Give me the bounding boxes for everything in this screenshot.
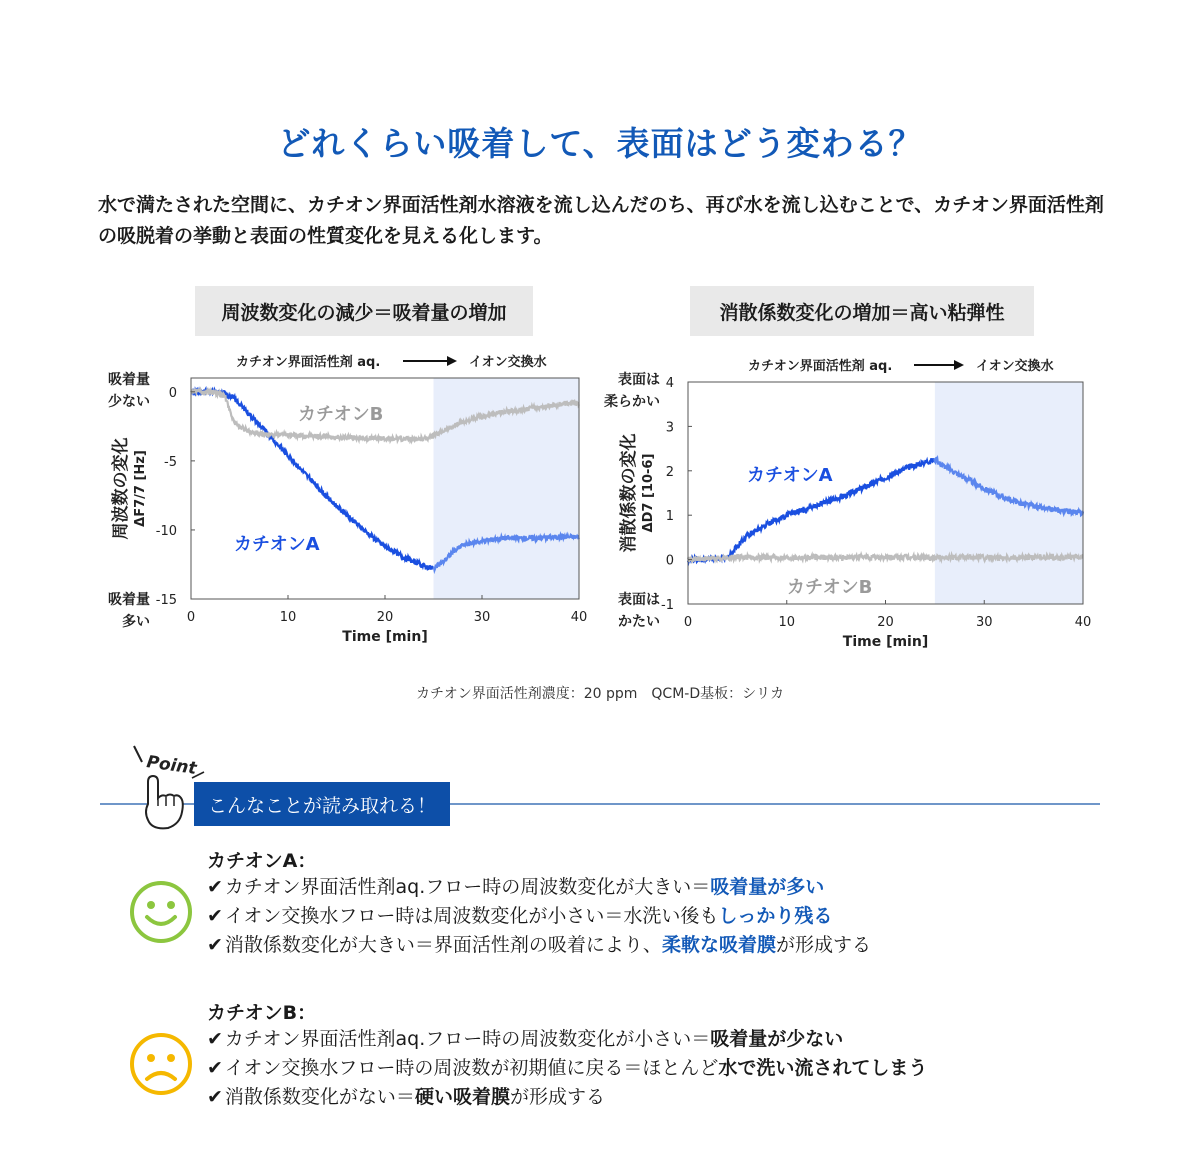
x-tick-label: 0	[683, 615, 693, 630]
list-item: ✔ カチオン界面活性剤aq.フロー時の周波数変化が大きい＝吸着量が多い	[207, 876, 825, 898]
series-label: カチオンA	[747, 465, 833, 486]
x-tick-label: 40	[570, 610, 588, 625]
flow-surfactant-label: カチオン界面活性剤 aq.	[748, 359, 893, 374]
x-axis-label: Time [min]	[842, 634, 929, 650]
list-item: ✔ カチオン界面活性剤aq.フロー時の周波数変化が小さい＝吸着量が少ない	[207, 1028, 844, 1050]
finding-b-list	[207, 1025, 927, 1112]
y-tick-label: 1	[665, 509, 674, 525]
top-annotation-line2: 柔らかい	[604, 394, 660, 410]
bottom-annotation-line1: 吸着量	[108, 592, 150, 608]
bottom-annotation-line2: 多い	[122, 614, 150, 630]
y-tick-label: -10	[155, 523, 177, 539]
finding-b-title: カチオンB：	[207, 1002, 317, 1024]
point-label: Point	[145, 752, 198, 779]
point-heading-box: こんなことが読み取れる！	[194, 782, 450, 826]
top-annotation-line1: 表面は	[618, 372, 660, 388]
x-tick-label: 20	[376, 610, 394, 625]
x-tick-label: 40	[1074, 615, 1092, 630]
x-tick-label: 0	[186, 610, 196, 625]
y-tick-label: 3	[665, 420, 674, 436]
list-item: ✔ 消散係数変化が大きい＝界面活性剤の吸着により、柔軟な吸着膜が形成する	[207, 934, 871, 956]
x-axis-label: Time [min]	[342, 629, 428, 645]
y-tick-label: 2	[665, 464, 674, 480]
list-item: ✔ イオン交換水フロー時は周波数変化が小さい＝水洗い後もしっかり残る	[207, 905, 833, 927]
flow-arrow-head-icon	[954, 360, 964, 370]
y-tick-label: -15	[155, 593, 177, 608]
x-tick-label: 10	[279, 610, 297, 625]
x-tick-label: 30	[473, 610, 491, 625]
y-tick-label: -5	[164, 454, 177, 470]
y-axis-unit: ΔF7/7 [Hz]	[133, 450, 148, 527]
list-item: ✔ イオン交換水フロー時の周波数が初期値に戻る＝ほとんど水で洗い流されてしまう	[207, 1057, 928, 1079]
series-label: カチオンB	[787, 577, 873, 598]
intro-text: 水で満たされた空間に、カチオン界面活性剤水溶液を流し込んだのち、再び水を流し込むことで、カチオン界面活性剤の吸脱着の挙動と表面の性質変化を見える化します。	[98, 194, 1104, 247]
y-tick-label: -1	[661, 598, 674, 613]
x-tick-label: 10	[778, 615, 796, 630]
y-axis-label: 消散係数の変化	[619, 433, 639, 553]
measurement-conditions: カチオン界面活性剤濃度：20 ppm QCM-D基板：シリカ	[416, 686, 784, 702]
flow-surfactant-label: カチオン界面活性剤 aq.	[236, 355, 381, 370]
page-title: どれくらい吸着して、表面はどう変わる？	[277, 124, 923, 163]
water-flow-region	[935, 382, 1083, 604]
x-tick-label: 30	[975, 615, 993, 630]
list-item: ✔ 消散係数変化がない＝硬い吸着膜が形成する	[207, 1086, 605, 1108]
sad-face-icon	[128, 1031, 194, 1097]
finding-a-list	[207, 873, 871, 960]
x-tick-label: 20	[877, 615, 894, 630]
y-axis-label: 周波数の変化	[111, 437, 131, 540]
bottom-annotation-line1: 表面は	[618, 592, 660, 608]
flow-water-label: イオン交換水	[976, 359, 1054, 374]
series-label: カチオンA	[234, 534, 320, 555]
left-chart-heading: 周波数変化の減少＝吸着量の増加	[195, 286, 533, 336]
y-tick-label: 0	[168, 385, 177, 401]
series-label: カチオンB	[298, 404, 384, 425]
top-annotation-line2: 少ない	[108, 394, 150, 410]
flow-water-label: イオン交換水	[469, 355, 547, 370]
y-axis-unit: ΔD7 [10-6]	[641, 453, 656, 533]
finding-a-title: カチオンA：	[207, 850, 317, 872]
y-tick-label: 4	[665, 376, 674, 391]
right-chart-heading: 消散係数変化の増加＝高い粘弾性	[690, 286, 1034, 336]
y-tick-label: 0	[665, 553, 674, 569]
bottom-annotation-line2: かたい	[618, 614, 660, 630]
smiling-face-icon	[128, 879, 194, 945]
top-annotation-line1: 吸着量	[108, 372, 150, 388]
